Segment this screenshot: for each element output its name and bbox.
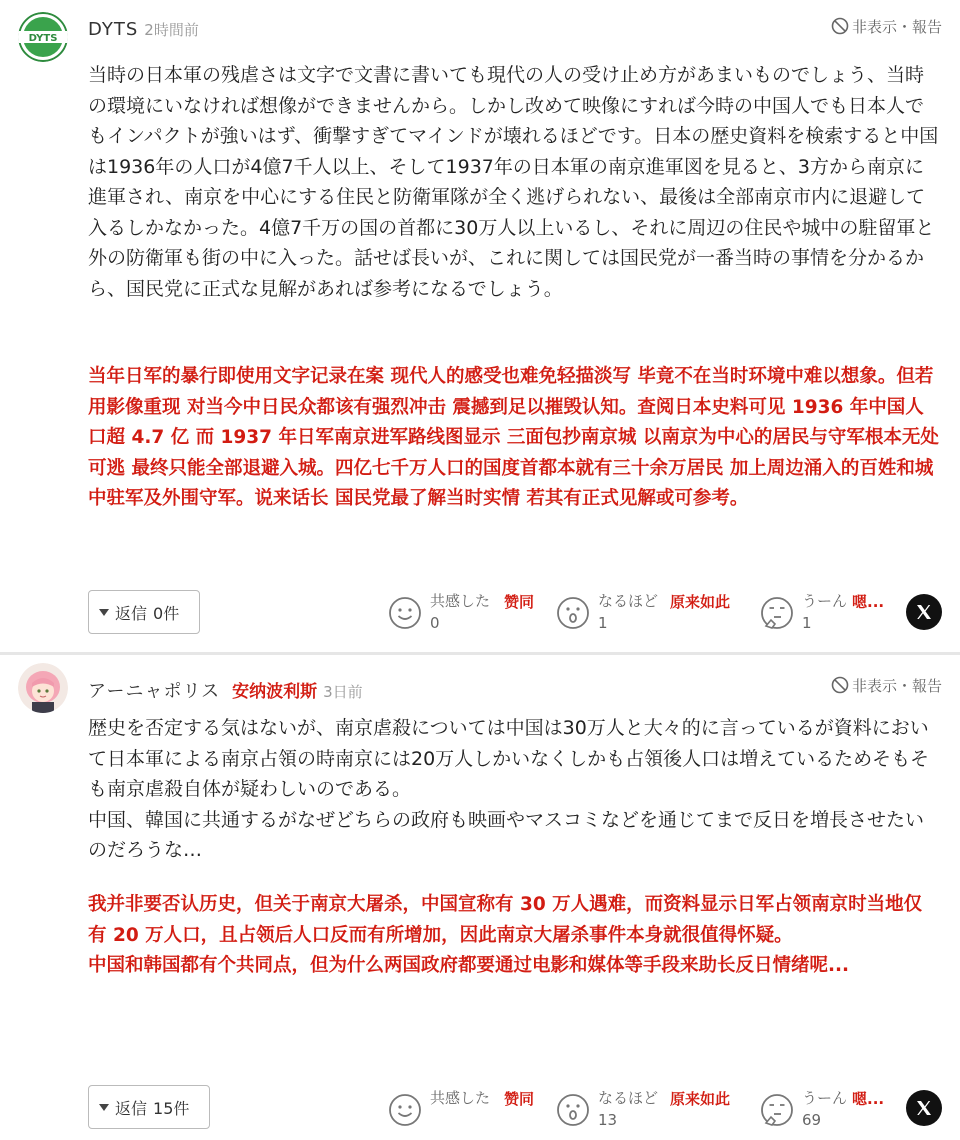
surprised-face-icon: [556, 596, 590, 630]
x-logo-icon: [915, 1099, 933, 1117]
hide-report-label: 非表示・報告: [851, 18, 942, 36]
reaction-count: 13: [598, 1111, 618, 1129]
comment-header: [88, 677, 363, 703]
share-x-button[interactable]: [906, 1090, 942, 1126]
reaction-label: なるほど: [598, 592, 659, 610]
share-x-button[interactable]: [906, 594, 942, 630]
block-icon: [831, 676, 849, 694]
reaction-count: 69: [802, 1111, 822, 1129]
surprised-face-icon: [556, 1093, 590, 1127]
avatar[interactable]: [18, 663, 68, 713]
reply-count: 0件: [153, 603, 180, 623]
user-name-cn: 安纳波利斯: [232, 682, 318, 702]
comment-paragraph: 歴史を否定する気はないが、南京虐殺については中国は30万人と大々的に言っているが資料において日本軍による南京占領の時南京には20万人しかいなくしかも占領後人口は増えているためそもそも南京虐殺自体が疑わしいのである。: [88, 717, 930, 800]
chevron-down-icon: [99, 609, 109, 616]
comment-header: [88, 19, 199, 40]
reply-label: 返信: [115, 603, 148, 623]
reaction-label-cn: 赞同: [504, 593, 535, 611]
translation-paragraph: 当年日军的暴行即使用文字记录在案 现代人的感受也难免轻描淡写 毕竟不在当时环境中难以想象。但若用影像重现 对当今中日民众都该有强烈冲击 震撼到足以摧毁认知。查阅日本史料可见 1936 年中国人口超 4.7 亿 而 1937 年日军南京进军路线图显示 三面包抄南京城 以南京为中心的居民与守军根本无处可逃 最终只能全部退避入城。四亿七千万人口的国度首都本就有三十余万居民 加上周边涌入的百姓和城中驻军及外围守军。说来话长 国民党最了解当时实情 若其有正式见解或可参考。: [88, 366, 939, 509]
reply-button[interactable]: [88, 590, 200, 634]
reaction-count: 1: [598, 614, 608, 632]
dyts-logo-icon: [18, 12, 68, 62]
comment-paragraph: 当時の日本軍の残虐さは文字で文書に書いても現代の人の受け止め方があまいものでしょう、当時の環境にいなければ想像ができませんから。しかし改めて映像にすれば今時の中国人でも日本人でもインパクトが強いはず、衝撃すぎてマインドが壊れるほどです。日本の歴史資料を検索すると中国は1936年の人口が4億7千人以上、そして1937年の日本軍の南京進軍図を見ると、3方から南京に進軍され、南京を中心にする住民と防衛軍隊が全く逃げられない、最後は全部南京市内に退避して入るしかなかった。4億7千万の国の首都に30万人以上いるし、それに周辺の住民や城中の駐留軍と外の防衛軍も街の中に入った。話せば長いが、これに関しては国民党が一番当時の事情を分かるから、国民党に正式な見解があれば参考になるでしょう。: [88, 64, 939, 300]
reaction-label-cn: 原来如此: [670, 593, 731, 611]
hide-report-link[interactable]: [831, 675, 942, 696]
post-time: 3日前: [323, 683, 363, 701]
user-name[interactable]: DYTS: [88, 19, 139, 40]
reaction-label: うーん: [802, 1089, 848, 1107]
reaction-count: 0: [430, 614, 440, 632]
comment-body-jp: [88, 60, 940, 304]
avatar[interactable]: [18, 12, 68, 62]
block-icon: [831, 17, 849, 35]
comment-item: [0, 655, 960, 1140]
translation-paragraph: 中国和韩国都有个共同点，但为什么两国政府都要通过电影和媒体等手段来助长反日情绪呢...: [88, 955, 850, 976]
chevron-down-icon: [99, 1104, 109, 1111]
hide-report-link[interactable]: [831, 16, 942, 37]
reaction-label-cn: 嗯...: [852, 1090, 885, 1108]
reaction-bar: [386, 590, 906, 638]
comment-translation-cn: [88, 362, 940, 515]
reaction-label: うーん: [802, 592, 848, 610]
reaction-label-cn: 嗯...: [852, 593, 885, 611]
reaction-label-cn: 赞同: [504, 1090, 535, 1108]
reply-button[interactable]: [88, 1085, 210, 1129]
thinking-face-icon: [760, 596, 794, 630]
reply-label: 返信: [115, 1098, 148, 1118]
reaction-label: 共感した: [430, 592, 491, 610]
reaction-label: 共感した: [430, 1089, 491, 1107]
translation-paragraph: 我并非要否认历史，但关于南京大屠杀，中国宣称有 30 万人遇难，而资料显示日军占领南京时当地仅有 20 万人口，且占领后人口反而有所增加，因此南京大屠杀事件本身就很值得怀疑。: [88, 894, 923, 946]
reply-count: 15件: [153, 1098, 190, 1118]
post-time: 2時間前: [144, 21, 199, 39]
anime-avatar-icon: [18, 663, 68, 713]
comment-paragraph: 中国、韓国に共通するがなぜどちらの政府も映画やマスコミなどを通じてまで反日を増長させたいのだろうな…: [88, 808, 925, 861]
comment-translation-cn: [88, 890, 940, 982]
hide-report-label: 非表示・報告: [851, 677, 942, 695]
reaction-label: なるほど: [598, 1089, 659, 1107]
user-name[interactable]: アーニャポリス: [88, 681, 221, 702]
smile-face-icon: [388, 596, 422, 630]
thinking-face-icon: [760, 1093, 794, 1127]
svg-text:DYTS: DYTS: [28, 33, 58, 44]
reaction-bar: [386, 1087, 906, 1135]
reaction-label-cn: 原来如此: [670, 1090, 731, 1108]
x-logo-icon: [915, 603, 933, 621]
comment-body-jp: [88, 713, 940, 866]
smile-face-icon: [388, 1093, 422, 1127]
reaction-count: 1: [802, 614, 812, 632]
